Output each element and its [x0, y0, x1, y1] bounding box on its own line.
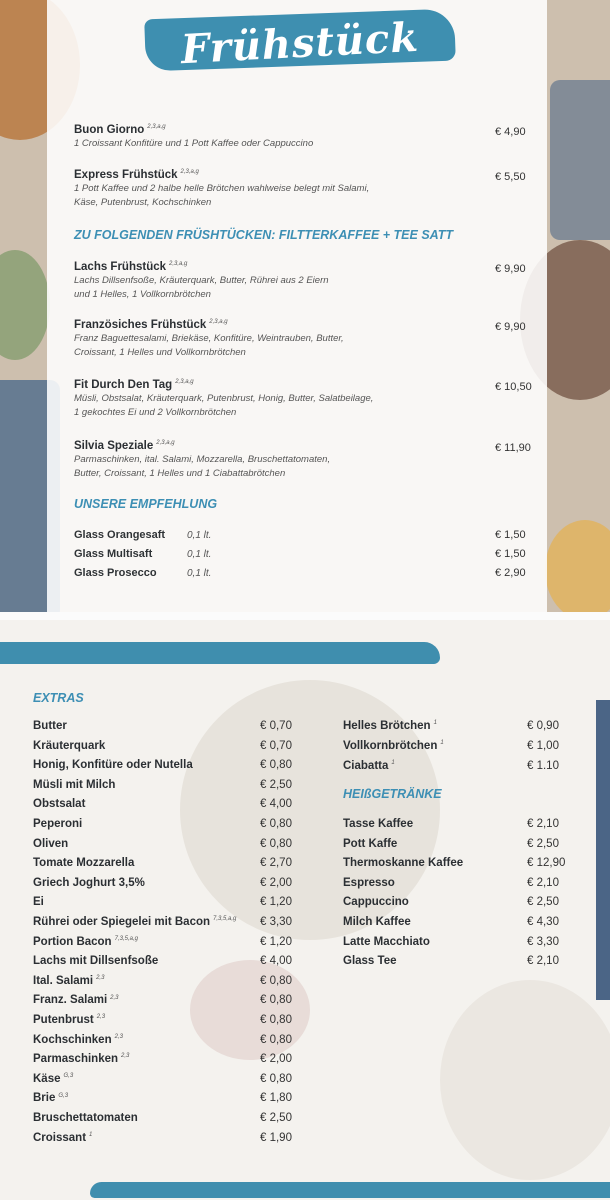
item-price: € 0,70	[260, 739, 292, 752]
item-name: Express Frühstück	[74, 169, 178, 181]
juice-decoration	[545, 520, 610, 612]
item-price: € 0,80	[260, 1014, 292, 1026]
drink-price: € 2,90	[495, 567, 526, 579]
item-name: Honig, Konfitüre oder Nutella	[33, 759, 193, 772]
list-item	[33, 1014, 105, 1026]
allergen-note: 7,3,5,a,g	[114, 935, 138, 942]
item-price: € 2,00	[260, 1053, 292, 1066]
item-description: Parmaschinken, ital. Salami, Mozzarella, Bruschettatomaten,	[74, 454, 331, 465]
page-separator	[0, 612, 610, 620]
list-item	[33, 818, 82, 830]
item-name: Silvia Speziale	[74, 440, 154, 452]
list-item	[33, 1053, 129, 1065]
item-price: € 4,30	[527, 916, 559, 928]
item-name: Portion Bacon	[33, 935, 112, 948]
allergen-note: 1	[433, 720, 437, 727]
item-name: Parmaschinken	[33, 1053, 119, 1066]
list-item	[343, 760, 395, 772]
item-price: € 9,90	[495, 263, 526, 275]
item-name: Vollkornbrötchen	[343, 740, 438, 752]
item-price: € 12,90	[527, 857, 566, 870]
section-heading-extras: EXTRAS	[33, 691, 84, 705]
list-item	[33, 916, 236, 928]
plant-decoration	[0, 250, 50, 360]
drink-name: Glass Orangesaft	[74, 529, 166, 541]
item-name: Cappuccino	[343, 896, 409, 909]
allergen-note: G,3	[63, 1072, 74, 1079]
item-price: € 2,50	[260, 1112, 292, 1124]
list-item	[33, 720, 67, 732]
item-name: Pott Kaffe	[343, 837, 398, 850]
item-description: Lachs Dillsenfsoße, Kräuterquark, Butter, Rührei aus 2 Eiern	[74, 275, 329, 286]
item-price: € 0,70	[260, 720, 292, 732]
item-name: Lachs mit Dillsenfsoße	[33, 955, 159, 968]
allergen-note: 7,3,5,a,g	[213, 916, 237, 923]
item-name: Ital. Salami	[33, 974, 94, 987]
item-price: € 1,80	[260, 1092, 292, 1105]
item-price: € 0,90	[527, 720, 559, 732]
list-item	[343, 818, 413, 830]
item-name: Croissant	[33, 1131, 87, 1144]
list-item	[33, 975, 104, 987]
section-heading-heissgetraenke: HEIßGETRÄNKE	[343, 787, 442, 801]
item-price: € 0,80	[260, 837, 292, 850]
item-name: Brie	[33, 1092, 56, 1105]
item-name: Rührei oder Spiegelei mit Bacon	[33, 916, 211, 928]
list-item	[33, 877, 145, 889]
list-item	[33, 955, 158, 967]
item-name: Butter	[33, 720, 67, 732]
cloth-right-decoration	[596, 700, 610, 1000]
page-title: Frühstück	[179, 13, 421, 74]
item-name: Griech Joghurt 3,5%	[33, 876, 145, 889]
list-item	[33, 759, 193, 771]
item-name: Putenbrust	[33, 1014, 94, 1026]
item-name: Müsli mit Milch	[33, 778, 116, 791]
list-item	[33, 779, 115, 791]
menu-item	[74, 261, 494, 301]
item-name: Fit Durch Den Tag	[74, 379, 173, 391]
list-item	[343, 916, 411, 928]
item-description: Müsli, Obstsalat, Kräuterquark, Putenbrust, Honig, Butter, Salatbeilage,	[74, 393, 374, 404]
item-price: € 1,20	[260, 896, 292, 909]
allergen-note: 2,3	[96, 974, 105, 981]
item-description: Käse, Putenbrust, Kochschinken	[74, 197, 212, 208]
list-item	[33, 798, 85, 810]
item-name: Helles Brötchen	[343, 720, 431, 732]
list-item	[343, 936, 430, 948]
allergen-note: 2,3	[121, 1053, 130, 1060]
top-brush-stroke	[0, 642, 440, 664]
allergen-note: G,3	[58, 1092, 69, 1099]
item-price: € 2,10	[527, 955, 559, 968]
list-item	[343, 740, 444, 752]
item-price: € 4,00	[260, 955, 292, 968]
bottom-brush-stroke	[90, 1182, 610, 1198]
allergen-note: 1	[391, 760, 395, 767]
menu-item	[74, 124, 494, 150]
drink-price: € 1,50	[495, 529, 526, 541]
drink-volume: 0,1 lt.	[187, 530, 212, 541]
item-description: 1 gekochtes Ei und 2 Vollkornbrötchen	[74, 407, 237, 418]
item-description: Butter, Croissant, 1 Helles und 1 Ciabattabrötchen	[74, 468, 286, 479]
cloth-right-decoration	[550, 80, 610, 240]
item-name: Käse	[33, 1072, 61, 1085]
item-price: € 2,00	[260, 876, 292, 889]
drink-price: € 1,50	[495, 548, 526, 560]
item-price: € 2,10	[527, 818, 559, 830]
drink-volume: 0,1 lt.	[187, 568, 212, 579]
item-name: Obstsalat	[33, 798, 86, 811]
allergen-note: 1	[89, 1131, 93, 1138]
item-price: € 0,80	[260, 759, 292, 772]
list-item	[33, 1112, 138, 1124]
item-price: € 10,50	[495, 381, 532, 393]
menu-item	[74, 379, 494, 419]
item-price: € 2,10	[527, 876, 559, 889]
allergen-note: 2,3,a,g	[180, 169, 199, 176]
menu-item	[74, 169, 494, 209]
menu-page-extras	[0, 620, 610, 1200]
item-description: Franz Baguettesalami, Briekäse, Konfitüre, Weintrauben, Butter,	[74, 333, 344, 344]
drink-volume: 0,1 lt.	[187, 549, 212, 560]
list-item	[33, 857, 134, 869]
item-name: Peperoni	[33, 818, 83, 830]
item-price: € 4,90	[495, 126, 526, 138]
item-price: € 4,00	[260, 798, 292, 811]
item-name: Franz. Salami	[33, 994, 108, 1007]
item-name: Ciabatta	[343, 760, 389, 772]
list-item	[33, 740, 105, 752]
list-item	[33, 994, 118, 1006]
item-name: Tomate Mozzarella	[33, 857, 135, 870]
list-item	[33, 838, 68, 850]
list-item	[33, 1073, 73, 1085]
section-heading-empfehlung: UNSERE EMPFEHLUNG	[74, 497, 218, 511]
item-name: Espresso	[343, 876, 395, 889]
list-item	[33, 1092, 68, 1104]
allergen-note: 2,3,a,g	[209, 319, 228, 326]
item-description: Croissant, 1 Helles und Vollkornbrötchen	[74, 347, 246, 358]
item-name: Tasse Kaffee	[343, 818, 414, 830]
item-price: € 0,80	[260, 818, 292, 830]
item-name: Glass Tee	[343, 955, 397, 968]
allergen-note: 2,3,a,g	[147, 124, 166, 131]
item-name: Ei	[33, 896, 44, 909]
item-description: und 1 Helles, 1 Vollkornbrötchen	[74, 289, 211, 300]
item-price: € 5,50	[495, 171, 526, 183]
menu-panel	[47, 0, 547, 612]
list-item	[33, 936, 138, 948]
item-price: € 1,90	[260, 1131, 292, 1144]
item-name: Französiches Frühstück	[74, 319, 207, 331]
item-name: Kochschinken	[33, 1033, 112, 1046]
item-price: € 2,50	[527, 896, 559, 909]
item-price: € 2,50	[260, 778, 292, 791]
item-name: Thermoskanne Kaffee	[343, 857, 464, 870]
menu-item	[74, 440, 494, 480]
drink-name: Glass Multisaft	[74, 548, 153, 560]
item-price: € 2,70	[260, 857, 292, 870]
item-price: € 1.10	[527, 760, 559, 772]
berries-decoration	[190, 960, 310, 1060]
item-description: 1 Pott Kaffee und 2 halbe helle Brötchen wahlweise belegt mit Salami,	[74, 183, 370, 194]
item-name: Oliven	[33, 837, 69, 850]
list-item	[33, 1034, 123, 1046]
list-item	[33, 1132, 92, 1144]
plate-decoration	[440, 980, 610, 1180]
section-heading-filterkaffee: ZU FOLGENDEN FRÜSHTÜCKEN: FILTTERKAFFEE + TEE SATT	[74, 228, 454, 242]
list-item	[343, 720, 437, 732]
item-price: € 1,00	[527, 740, 559, 752]
item-price: € 1,20	[260, 935, 292, 948]
allergen-note: 2,3,a,g	[156, 440, 175, 447]
item-price: € 3,30	[527, 935, 559, 948]
drink-name: Glass Prosecco	[74, 567, 157, 579]
item-name: Kräuterquark	[33, 739, 106, 752]
menu-item	[74, 319, 494, 359]
item-description: 1 Croissant Konfitüre und 1 Pott Kaffee oder Cappuccino	[74, 138, 314, 149]
allergen-note: 2,3	[114, 1033, 123, 1040]
item-price: € 0,80	[260, 994, 292, 1007]
allergen-note: 2,3	[110, 994, 119, 1001]
item-name: Milch Kaffee	[343, 916, 411, 928]
item-name: Lachs Frühstück	[74, 261, 167, 273]
list-item	[343, 857, 463, 869]
list-item	[343, 955, 397, 967]
item-name: Bruschettatomaten	[33, 1112, 138, 1124]
item-price: € 3,30	[260, 916, 292, 928]
list-item	[343, 896, 409, 908]
item-price: € 0,80	[260, 974, 292, 987]
allergen-note: 1	[440, 740, 444, 747]
item-price: € 11,90	[495, 442, 531, 454]
item-price: € 2,50	[527, 837, 559, 850]
item-price: € 0,80	[260, 1072, 292, 1085]
allergen-note: 2,3,a,g	[175, 379, 194, 386]
item-price: € 9,90	[495, 321, 526, 333]
list-item	[343, 877, 395, 889]
allergen-note: 2,3	[96, 1014, 106, 1021]
allergen-note: 2,3,a,g	[169, 261, 188, 268]
list-item	[33, 896, 44, 908]
list-item	[343, 838, 397, 850]
item-name: Latte Macchiato	[343, 935, 430, 948]
item-name: Buon Giorno	[74, 124, 145, 136]
item-price: € 0,80	[260, 1033, 292, 1046]
